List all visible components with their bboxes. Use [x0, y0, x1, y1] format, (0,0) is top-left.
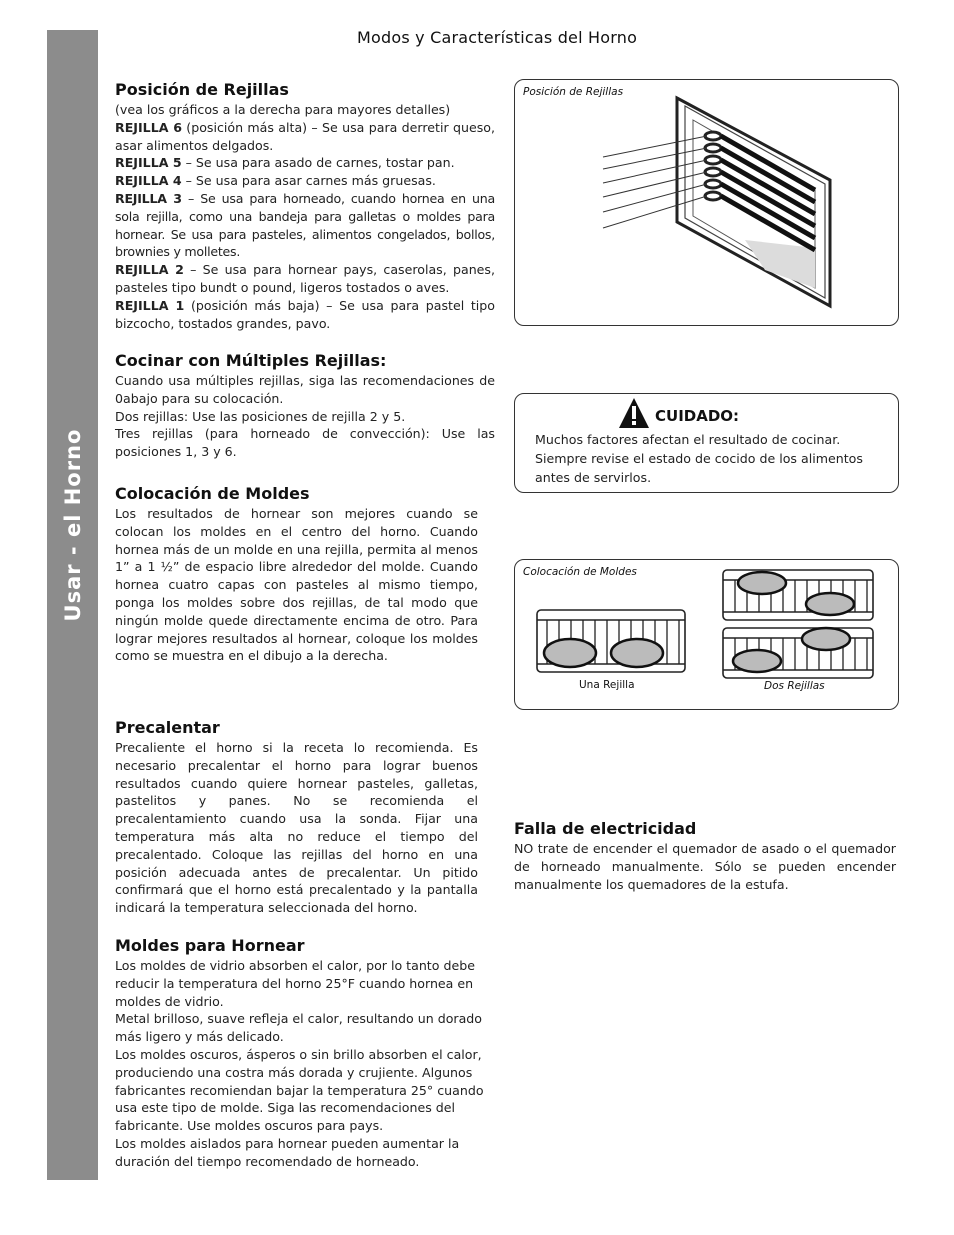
one-rack-label: Una Rejilla [579, 679, 635, 691]
rack-4-item [115, 172, 495, 190]
sidebar-title: Usar - el Horno [60, 428, 85, 622]
rack-3-text: – Se usa para horneado, cuando hornea en una sola rejilla, como una bandeja para galletas o moldes para hornear. Se usa para pasteles, alimentos congelados, bollos, brownies y molletes. [115, 190, 495, 260]
rack-5-name: REJILLA 5 [115, 155, 182, 171]
rack-1-name: REJILLA 1 [115, 297, 185, 313]
sidebar-band [47, 30, 98, 1180]
rack-5-item [115, 154, 495, 172]
baking-pans-body [115, 957, 497, 1171]
rack-position-section [115, 80, 495, 332]
rack-3-name: REJILLA 3 [115, 190, 182, 206]
multi-rack-heading: Cocinar con Múltiples Rejillas: [115, 351, 387, 370]
preheat-body: Precaliente el horno si la receta lo recomienda. Es necesario precalentar el horno para lograr buenos resultados cuando quiere hornear pasteles, galletas, pastelitos y panes. No se recomienda el precalentamiento cuando usa la sonda. Fijar una temperatura más alta no reduce el tiempo del precalentado. Coloque las rejillas del horno en una posición adecuada antes de precalentar. Un pitido confirmará que el horno está precalentado y la pantalla indicará la temperatura seleccionada del horno. [115, 740, 478, 916]
rack-figure-caption: Posición de Rejillas [523, 86, 624, 98]
rack-2-item [115, 261, 495, 297]
baking-pans-line: Metal brilloso, suave refleja el calor, resultando un dorado más ligero y más delicado. [115, 1011, 483, 1045]
rack-4-text: – Se usa para asar carnes más gruesas. [181, 173, 436, 189]
warning-icon [617, 396, 651, 430]
power-failure-section [514, 819, 896, 893]
pan-placement-section [115, 484, 478, 665]
baking-pans-heading: Moldes para Hornear [115, 936, 305, 955]
rack-2-text: – Se usa para hornear pays, caserolas, panes, pasteles tipo bundt o pound, ligeros tostados o aves. [115, 262, 495, 295]
rack-3-item [115, 190, 495, 261]
rack-4-name: REJILLA 4 [115, 173, 182, 189]
rack-position-heading: Posición de Rejillas [115, 80, 289, 99]
pan-placement-illustration [515, 560, 898, 709]
rack-1-item [115, 297, 495, 333]
preheat-heading: Precalentar [115, 718, 220, 737]
baking-pans-line: Los moldes aislados para hornear pueden aumentar la duración del tiempo recomendado de horneado. [115, 1135, 460, 1169]
caution-text: Muchos factores afectan el resultado de cocinar. Siempre revise el estado de cocido de los alimentos antes de servirlos. [535, 432, 863, 485]
rack-6-item [115, 119, 495, 155]
pan-placement-body: Los resultados de hornear son mejores cuando se colocan los moldes en el centro del horno. Cuando hornea más de un molde en una rejilla, permita al menos 1” a 1 ½” de espacio libre alrededor del molde. Cuando hornea cuatro capas con pasteles al mismo tiempo, ponga los moldes sobre dos rejillas, de tal modo que ningún molde quede directamente encima de otro. Para lograr mejores resultados al hornear, coloque los moldes como se muestra en el dibujo a la derecha. [115, 506, 478, 664]
multi-rack-section [115, 351, 495, 461]
rack-2-name: REJILLA 2 [115, 262, 184, 278]
rack-5-text: – Se usa para asado de carnes, tostar pan. [181, 155, 455, 171]
rack-6-name: REJILLA 6 [115, 119, 182, 135]
caution-box [514, 393, 899, 493]
two-racks-label: Dos Rejillas [764, 680, 825, 692]
pan-placement-heading: Colocación de Moldes [115, 484, 310, 503]
rack-position-body [115, 101, 495, 332]
multi-rack-body [115, 372, 495, 461]
rack-position-intro: (vea los gráficos a la derecha para mayores detalles) [115, 102, 451, 117]
power-failure-body: NO trate de encender el quemador de asado o el quemador de horneado manualmente. Sólo se pueden encender manualmente los quemadores de la estufa. [514, 841, 896, 892]
oven-rack-illustration [515, 80, 898, 325]
pan-placement-figure [514, 559, 899, 710]
pan-figure-caption: Colocación de Moldes [523, 566, 637, 578]
baking-pans-line: Los moldes de vidrio absorben el calor, por lo tanto debe reducir la temperatura del horno 25°F cuando hornea en moldes de vidrio. [115, 958, 475, 1009]
multi-rack-line: Tres rejillas (para horneado de convección): Use las posiciones 1, 3 y 6. [115, 426, 495, 460]
multi-rack-line: Cuando usa múltiples rejillas, siga las recomendaciones de 0abajo para su colocación. [115, 373, 495, 406]
rack-1-text: (posición más baja) – Se usa para pastel tipo bizcocho, tostados grandes, pavo. [115, 297, 495, 331]
caution-title: CUIDADO: [655, 407, 740, 425]
page-title: Modos y Características del Horno [357, 28, 638, 47]
rack-position-figure [514, 79, 899, 326]
preheat-section [115, 718, 478, 917]
baking-pans-line: Los moldes oscuros, ásperos o sin brillo absorben el calor, produciendo una costra más dorada y crujiente. Algunos fabricantes recomiendan bajar la temperatura 25° cuando usa este tipo de molde. Siga las recomendaciones del fabricante. Use moldes oscuros para pays. [115, 1046, 484, 1134]
power-failure-heading: Falla de electricidad [514, 819, 697, 838]
rack-6-text: (posición más alta) – Se usa para derretir queso, asar alimentos delgados. [115, 119, 495, 153]
baking-pans-section [115, 936, 497, 1171]
multi-rack-line: Dos rejillas: Use las posiciones de rejilla 2 y 5. [115, 408, 406, 424]
